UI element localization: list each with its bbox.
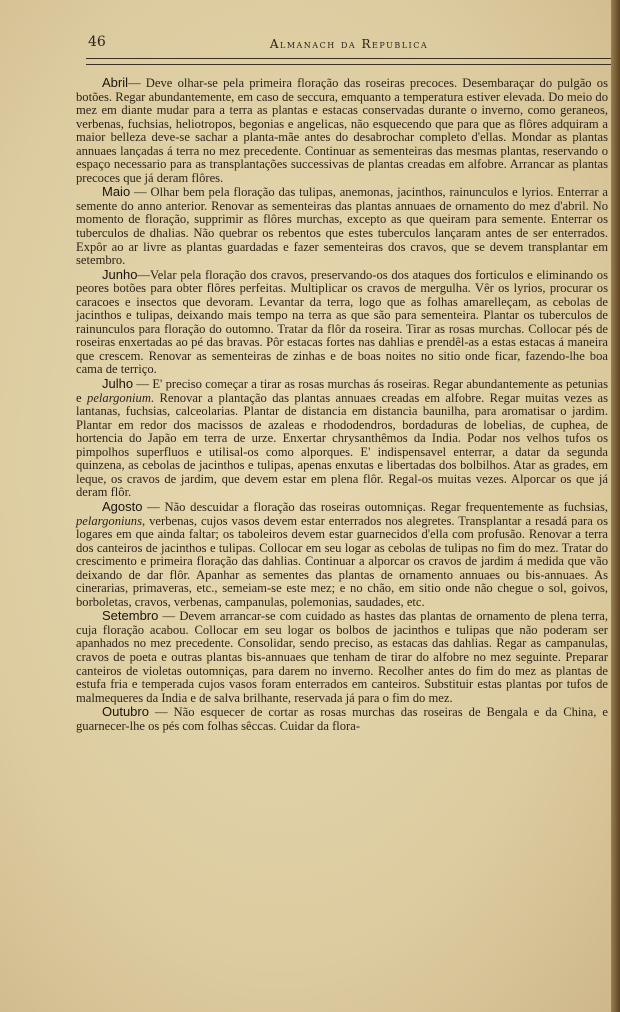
paragraph-abril: [76, 76, 608, 185]
paragraph-text: , verbenas, cujos vasos devem estar enterrados nos alegretes. Transplantar a resadá para os logares em que ainda faltar; os taboleiros devem estar guarnecidos d'ella com profusão. Renovar a terra dos canteiros de jacinthos e tulipas. Collocar em seu logar as cebolas de tulipas no fim do mez. Tratar do crescimento e primeira floração das dahlias. Continuar a alporcar os cravos de jardim á medida que vão deixando de dar flôr. Apanhar as sementes das plantas de ornamento annuaes ou bis-annuaes. As cinerarias, primaveras, etc., semeiam-se este mez; e no chão, em sitio onde não chegue o sol, goivos, borboletas, cravos, verbenas, campanulas, polemonias, saudades, etc.: [76, 513, 608, 609]
month-heading: Agosto: [102, 498, 143, 514]
paragraph-julho: [76, 377, 608, 500]
body-text: [76, 76, 608, 733]
paragraph-text: — Olhar bem pela floração das tulipas, anemonas, jacinthos, rainunculos e lyrios. Enterrar a semente do anno anterior. Renovar as sementeiras das plantas annuaes de ornamento do mez d'abril. No momento de floração, supprimir as flôres murchas, excepto as que queiram para semente. Enterrar os tuberculos de dhalias. Não quebrar os rebentos que estes tuberculos lançaram antes de ser enterrados. Expôr ao ar livre as plantas guardadas e fazer sementeiras dos cravos, que se devem transplantar em setembro.: [76, 185, 608, 268]
paragraph-outubro: [76, 705, 608, 733]
paragraph-text: . Renovar a plantação das plantas annuaes creadas em alfobre. Regar muitas vezes as lantanas, fuchsias, calceolarias. Plantar de distancia em distancia baunilha, para aromatisar o jardim. Plantar em redor dos macissos de azaleas e rhododendros, bordaduras de lobelias, de cuphea, de hortencia do Japão em terra de urze. Enxertar chrysanthêmos da India. Podar nos velhos tufos os pimpolhos superfluos e utilisal-os como alporques. E' indispensavel enterrar, a datar da segunda quinzena, as cebolas de jacinthos e tulipas, apenas enxutas e libertadas dos bolbilhos. Atar as grades, em leque, os cravos de jardim, que devem estar em plena flôr. Regal-os muitas vezes. Alporcar os que já deram flôr.: [76, 390, 608, 500]
month-heading: Setembro: [102, 608, 159, 624]
running-title: Almanach da Republica: [269, 37, 429, 51]
paragraph-text: — E' preciso começar a tirar as rosas murchas ás roseiras. Regar abundantemente as petunias e: [76, 377, 608, 405]
paragraph-text: — Não descuidar a floração das roseiras outomniças. Regar frequentemente as fuchsias,: [142, 499, 608, 514]
page-spine-edge: [611, 0, 620, 1012]
month-heading: Maio: [102, 184, 131, 200]
month-heading: Junho: [102, 266, 138, 282]
paragraph-junho: [76, 268, 608, 377]
header-rule: [86, 58, 612, 65]
paragraph-text: — Devem arrancar-se com cuidado as hastes das plantas de ornamento de plena terra, cuja floração acabou. Collocar em seu logar os bolbos de jacinthos e tulipas que não poderam ser apanhados no mez precedente. Consolidar, sendo preciso, as estacas das dahlias. Regar as campanulas, cravos de poeta e outras plantas bis-annuaes que tenham de tirar do alfobre no mez seguinte. Preparar canteiros de violetas outomniças, para darem no inverno. Recolher antes do fim do mez as plantas de estufa fria e temperada cujos vasos foram enterrados em canteiros. Substituir estas plantas por tufos de malmequeres da India e de salva brilhante, reservada já para o fim do mez.: [76, 609, 608, 705]
paragraph-maio: [76, 185, 608, 267]
paragraph-text: — Deve olhar-se pela primeira floração das roseiras precoces. Desembaraçar do pulgão os botões. Regar abundantemente, em caso de seccura, emquanto a temperatura estiver elevada. Do meio do mez em diante mudar para a terra as plantas e estacas conservadas durante o inverno, como geraneos, verbenas, fuchsias, heliotropos, begonias e angelicas, não esquecendo que para que as flôres adquiram a maior belleza deve-se sachar a planta-mãe antes do desabrochar completo d'ellas. Mondar as plantas annuaes lançadas á terra no mez precedente. Continuar as sementeiras das mesmas plantas, reservando o espaço necessario para as transplantações successivas de plantas creadas em alfobre. Arrancar as plantas precoces que já deram flôres.: [76, 76, 608, 185]
italic-term: pelargoniuns: [76, 513, 143, 528]
paragraph-text: — Não esquecer de cortar as rosas murchas das roseiras de Bengala e da China, e guarnecer-lhe os pés com folhas sêccas. Cuidar da flora-: [76, 705, 608, 733]
italic-term: pelargonium: [87, 390, 151, 405]
month-heading: Julho: [102, 376, 134, 392]
paragraph-setembro: [76, 609, 608, 705]
paragraph-agosto: [76, 500, 608, 609]
paragraph-text: —Velar pela floração dos cravos, preservando-os dos ataques dos forticulos e eliminando os peores botões para obter flôres perfeitas. Multiplicar os cravos de mergulha. Vêr os lyrios, procurar os caracoes e insectos que devoram. Levantar da terra, logo que as folhas amarelleçam, as cebolas de jacinthos e tulipas, deixando mais tempo na terra as que são para sementeira. Plantar os tuberculos de rainunculos para floração do outomno. Tratar da flôr da roseira. Tirar as rosas murchas. Collocar pés de roseiras enxertadas ao pé das bravas. Pôr estacas fortes nas dahlias e prendêl-as a estas estacas á maneira que crescem. Renovar as sementeiras de zinhas e de boas noites no sitio onde ficar, fazendo-lhe boa cama de terriço.: [76, 267, 608, 377]
month-heading: Abril: [102, 75, 129, 90]
page-header: [86, 34, 612, 56]
month-heading: Outubro: [102, 704, 149, 720]
page-number: 46: [88, 34, 106, 50]
